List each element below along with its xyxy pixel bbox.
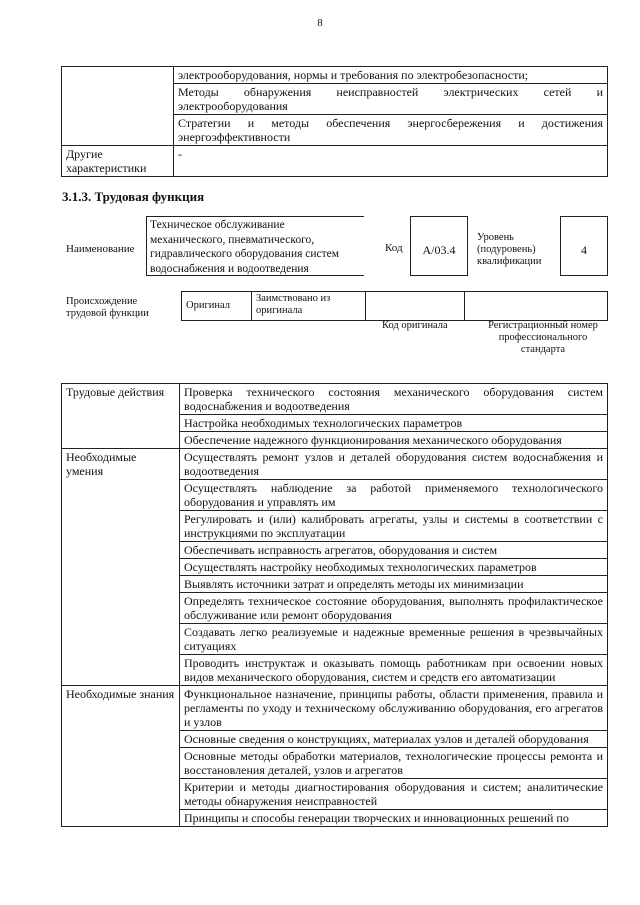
section-heading: 3.1.3. Трудовая функция bbox=[62, 189, 205, 204]
action-item: Настройка необходимых технологических параметров bbox=[180, 415, 608, 432]
name-label: Наименование bbox=[66, 243, 135, 255]
top-table-cell: Методы обнаружения неисправностей электрических сетей и электрооборудования bbox=[174, 84, 608, 115]
section-label-knowledge: Необходимые знания bbox=[62, 686, 180, 827]
top-table-empty-label bbox=[62, 67, 174, 146]
knowledge-item: Принципы и способы генерации творческих и инновационных решений по bbox=[180, 810, 608, 827]
level-box bbox=[560, 216, 608, 276]
origin-label: Происхождение трудовой функции bbox=[66, 296, 149, 319]
skill-item: Определять техническое состояние оборудования, выполнять профилактическое обслуживание или ремонт оборудования bbox=[180, 593, 608, 624]
skill-item: Осуществлять настройку необходимых технологических параметров bbox=[180, 559, 608, 576]
top-table bbox=[61, 66, 608, 177]
code-value: A/03.4 bbox=[422, 243, 456, 257]
code-label: Код bbox=[385, 242, 403, 254]
reg-caption: Регистрационный номер профессионального стандарта bbox=[488, 320, 598, 355]
knowledge-item: Основные методы обработки материалов, технологические процессы ремонта и восстановления деталей, узлов и агрегатов bbox=[180, 748, 608, 779]
section-label-skills: Необходимые умения bbox=[62, 449, 180, 686]
code-caption: Код оригинала bbox=[382, 320, 448, 331]
knowledge-item: Критерии и методы диагностирования оборудования и систем; аналитические методы обнаружения неисправностей bbox=[180, 779, 608, 810]
level-value: 4 bbox=[581, 243, 587, 257]
skill-item: Осуществлять ремонт узлов и деталей оборудования систем водоснабжения и водоотведения bbox=[180, 449, 608, 480]
function-name-value: Техническое обслуживание механического, пневматического, гидравлического оборудования систем водоснабжения и водоотведения bbox=[150, 219, 340, 275]
function-name-box bbox=[146, 216, 364, 276]
origin-table bbox=[181, 291, 608, 321]
top-table-cell: электрооборудования, нормы и требования по электробезопасности; bbox=[174, 67, 608, 84]
skill-item: Регулировать и (или) калибровать агрегаты, узлы и системы в соответствии с инструкциями по эксплуатации bbox=[180, 511, 608, 542]
action-item: Обеспечение надежного функционирования механического оборудования bbox=[180, 432, 608, 449]
borrowed-cell: Заимствовано из оригинала bbox=[252, 292, 366, 321]
section-label-actions: Трудовые действия bbox=[62, 384, 180, 449]
skill-item: Обеспечивать исправность агрегатов, оборудования и систем bbox=[180, 542, 608, 559]
top-table-cell: Стратегии и методы обеспечения энергосбережения и достижения энергоэффективности bbox=[174, 115, 608, 146]
skill-item: Выявлять источники затрат и определять методы их минимизации bbox=[180, 576, 608, 593]
code-box bbox=[410, 216, 468, 276]
skill-item: Проводить инструктаж и оказывать помощь работникам при освоении новых видов механического оборудования, систем и средств его автоматизации bbox=[180, 655, 608, 686]
knowledge-item: Основные сведения о конструкциях, материалах узлов и деталей оборудования bbox=[180, 731, 608, 748]
page-number: 8 bbox=[317, 17, 323, 29]
top-table-cell: - bbox=[174, 146, 608, 177]
competency-table bbox=[61, 383, 608, 827]
knowledge-item: Функциональное назначение, принципы работы, области применения, правила и регламенты по уходу и техническому обслуживанию оборудования, его агрегатов и узлов bbox=[180, 686, 608, 731]
original-cell: Оригинал bbox=[182, 292, 252, 321]
skill-item: Осуществлять наблюдение за работой применяемого технологического оборудования и управлять им bbox=[180, 480, 608, 511]
origin-reg-cell bbox=[465, 292, 608, 321]
action-item: Проверка технического состояния механического оборудования систем водоснабжения и водоотведения bbox=[180, 384, 608, 415]
top-table-label: Другие характеристики bbox=[62, 146, 174, 177]
level-label: Уровень (подуровень) квалификации bbox=[477, 232, 542, 267]
skill-item: Создавать легко реализуемые и надежные временные решения в чрезвычайных ситуациях bbox=[180, 624, 608, 655]
origin-code-cell bbox=[366, 292, 465, 321]
